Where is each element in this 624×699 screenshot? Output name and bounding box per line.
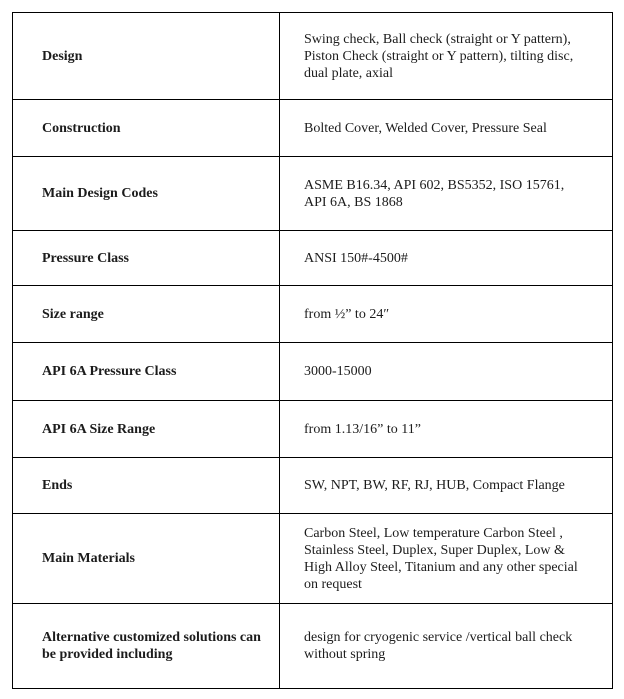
table-row (13, 286, 613, 343)
table-row (13, 343, 613, 401)
spec-label: Design (13, 13, 280, 100)
spec-value: design for cryogenic service /vertical ball check without spring (280, 604, 613, 689)
spec-value: Swing check, Ball check (straight or Y pattern), Piston Check (straight or Y pattern), tilting disc, dual plate, axial (280, 13, 613, 100)
spec-label: Main Design Codes (13, 157, 280, 231)
table-row (13, 157, 613, 231)
table-row (13, 231, 613, 286)
table-row (13, 514, 613, 604)
spec-label: Ends (13, 458, 280, 514)
spec-value: from ½” to 24″ (280, 286, 613, 343)
table-row (13, 604, 613, 689)
valve-spec-table (12, 12, 613, 689)
spec-value: Carbon Steel, Low temperature Carbon Steel , Stainless Steel, Duplex, Super Duplex, Low & High Alloy Steel, Titanium and any other special on request (280, 514, 613, 604)
spec-value: from 1.13/16” to 11” (280, 401, 613, 458)
spec-value: ANSI 150#-4500# (280, 231, 613, 286)
spec-label: Construction (13, 100, 280, 157)
spec-value: Bolted Cover, Welded Cover, Pressure Seal (280, 100, 613, 157)
spec-label: API 6A Pressure Class (13, 343, 280, 401)
table-row (13, 401, 613, 458)
spec-label: API 6A Size Range (13, 401, 280, 458)
table-row (13, 458, 613, 514)
spec-value: ASME B16.34, API 602, BS5352, ISO 15761, API 6A, BS 1868 (280, 157, 613, 231)
spec-value: SW, NPT, BW, RF, RJ, HUB, Compact Flange (280, 458, 613, 514)
spec-label: Main Materials (13, 514, 280, 604)
spec-label: Alternative customized solutions can be provided including (13, 604, 280, 689)
spec-value: 3000-15000 (280, 343, 613, 401)
table-row (13, 100, 613, 157)
spec-label: Pressure Class (13, 231, 280, 286)
table-row (13, 13, 613, 100)
spec-label: Size range (13, 286, 280, 343)
